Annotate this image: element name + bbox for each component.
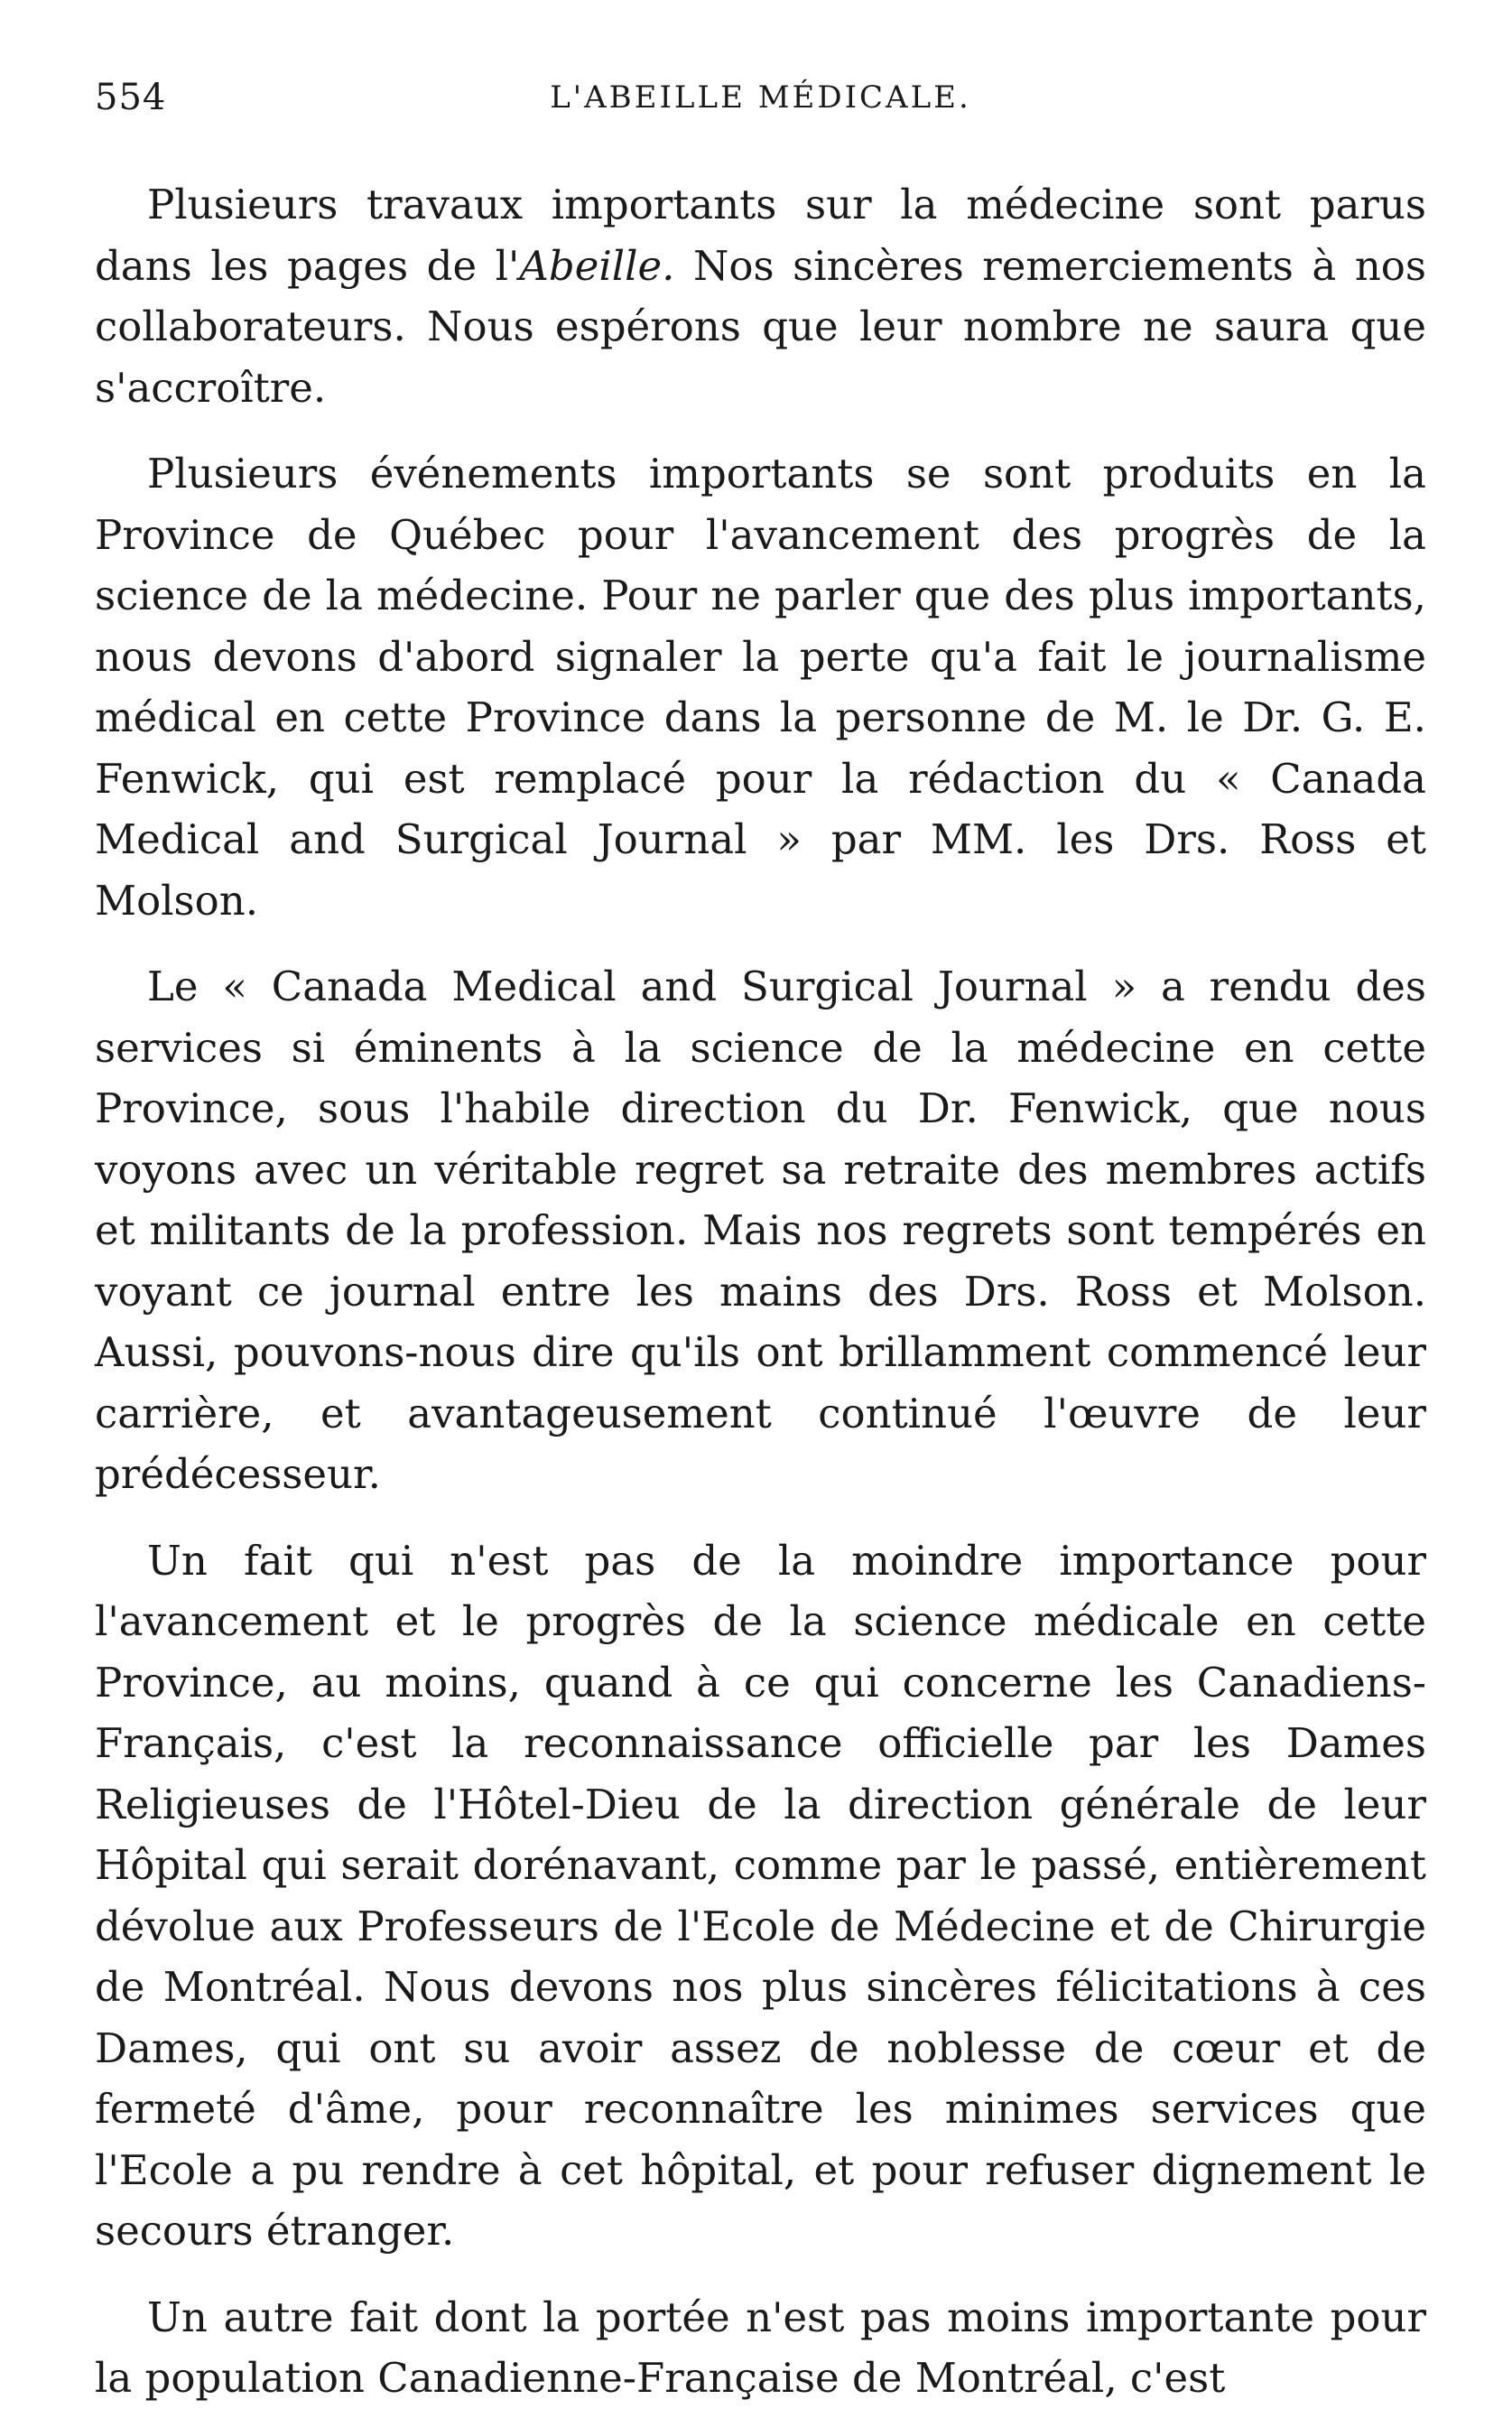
paragraph-4: Un fait qui n'est pas de la moindre importance pour l'avancement et le progrès de la science médicale en cette Province, au moins, quand à ce qui concerne les Canadiens-Français, c'est la reconnaissance officielle par les Dames Religieuses de l'Hôtel-Dieu de la direction générale de leur Hôpital qui serait dorénavant, comme par le passé, entièrement dévolue aux Professeurs de l'Ecole de Médecine et de Chirurgie de Montréal. Nous devons nos plus sincères félicitations à ces Dames, qui ont su avoir assez de noblesse de cœur et de fermeté d'âme, pour reconnaître les minimes services que l'Ecole a pu rendre à cet hôpital, et pour refuser dignement le secours étranger. (95, 1536, 1426, 2255)
page-number: 554 (95, 77, 167, 118)
body-text (95, 174, 1426, 2409)
journal-name-italic: Abeille. (519, 241, 675, 290)
running-title: L'ABEILLE MÉDICALE. (550, 79, 971, 116)
paragraph-1-text: Plusieurs travaux importants sur la médecine sont parus dans les pages de l' (95, 181, 1426, 290)
document-page (95, 70, 1426, 2409)
paragraph-1 (95, 174, 1426, 418)
paragraph-3: Le « Canada Medical and Surgical Journal » a rendu des services si éminents à la science de la médecine en cette Province, sous l'habile direction du Dr. Fenwick, que nous voyons avec un véritable regret sa retraite des membres actifs et militants de la profession. Mais nos regrets sont tempérés en voyant ce journal entre les mains des Drs. Ross et Molson. Aussi, pouvons-nous dire qu'ils ont brillamment commencé leur carrière, et avantageusement continué l'œuvre de leur prédécesseur. (95, 963, 1426, 1498)
paragraph-1-text-end: Nos sincères remerciements à nos collaborateurs. Nous espérons que leur nombre ne saura que s'accroître. (95, 241, 1426, 412)
page-header (95, 70, 1426, 125)
paragraph-2: Plusieurs événements importants se sont produits en la Province de Québec pour l'avancement des progrès de la science de la médecine. Pour ne parler que des plus importants, nous devons d'abord signaler la perte qu'a fait le journalisme médical en cette Province dans la personne de M. le Dr. G. E. Fenwick, qui est remplacé pour la rédaction du « Canada Medical and Surgical Journal » par MM. les Drs. Ross et Molson. (95, 450, 1426, 925)
paragraph-5: Un autre fait dont la portée n'est pas moins importante pour la population Canadienne-Française de Montréal, c'est (95, 2293, 1426, 2402)
